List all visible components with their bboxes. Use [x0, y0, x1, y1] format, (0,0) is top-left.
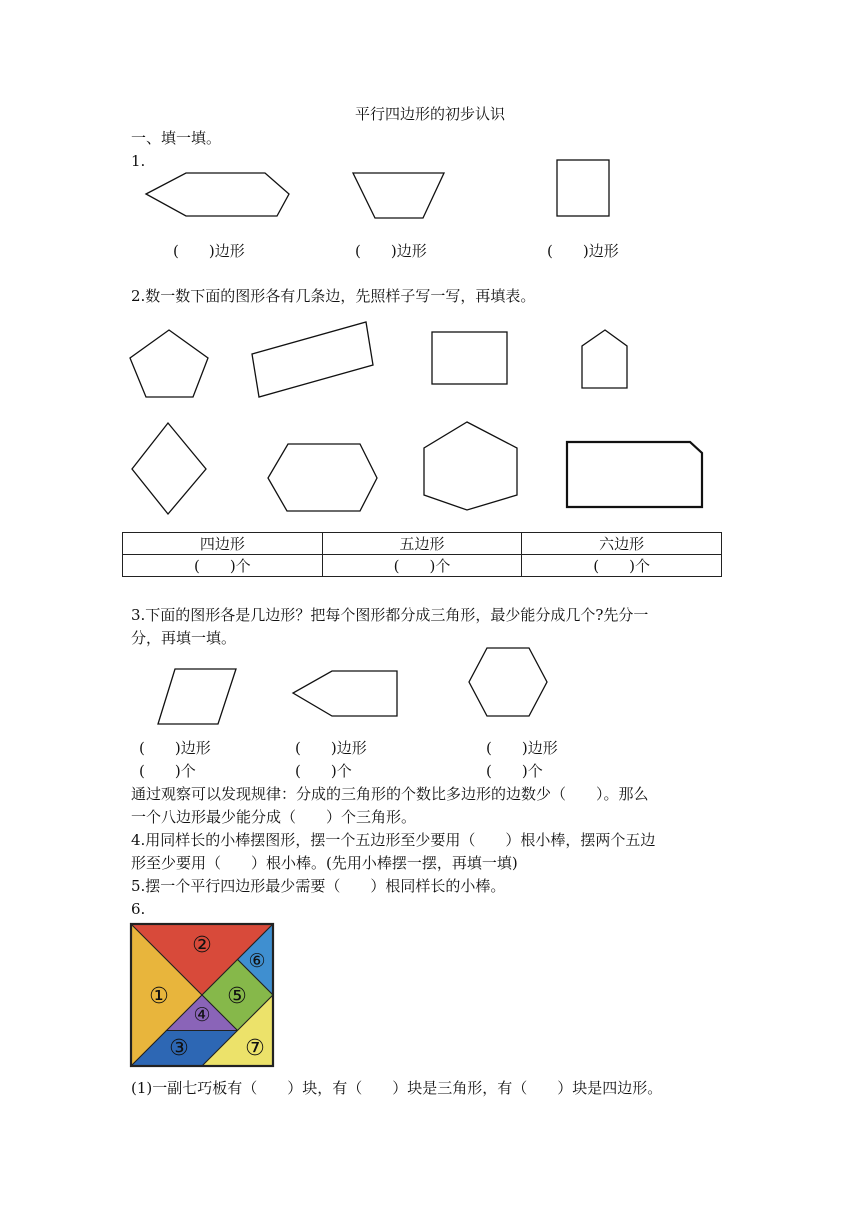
tangram-label-3: ③ [169, 1036, 189, 1061]
house-pentagon-shape [582, 330, 627, 388]
table-header-hexagon: 六边形 [522, 533, 722, 555]
tangram-figure [131, 924, 273, 1066]
rectangle-shape [432, 332, 507, 384]
q6-sub1: (1)一副七巧板有（ ）块，有（ ）块是三角形，有（ ）块是四边形。 [131, 1079, 663, 1097]
tall-hexagon-shape [424, 422, 517, 510]
tangram-label-5: ⑤ [227, 984, 247, 1009]
table-cell-pentagon-count[interactable]: ( )个 [322, 555, 522, 577]
q1-blank-1[interactable]: ( )边形 [173, 242, 245, 260]
flat-hexagon-shape [268, 444, 377, 511]
tangram-label-2: ② [192, 933, 212, 958]
q3-rule-line2: 一个八边形最少能分成（ ）个三角形。 [131, 808, 417, 826]
q1-number: 1. [131, 152, 146, 170]
q3-prompt-line2: 分，再填一填。 [131, 629, 237, 647]
tilted-rectangle-shape [252, 322, 373, 397]
table-header-pentagon: 五边形 [322, 533, 522, 555]
q3-rule-line1: 通过观察可以发现规律：分成的三角形的个数比多边形的边数少（ ）。那么 [131, 785, 649, 803]
square-shape [557, 160, 609, 216]
q1-blank-2[interactable]: ( )边形 [355, 242, 427, 260]
hexagon-shape [146, 173, 289, 216]
trapezoid-shape [353, 173, 444, 218]
pentagon-shape [130, 330, 208, 397]
q4-line1: 4.用同样长的小棒摆图形，摆一个五边形至少要用（ ）根小棒，摆两个五边 [131, 831, 656, 849]
table-cell-quadrilateral-count[interactable]: ( )个 [123, 555, 323, 577]
q2-shapes [0, 310, 860, 530]
page-title: 平行四边形的初步认识 [354, 105, 505, 123]
q4-line2: 形至少要用（ ）根小棒。(先用小棒摆一摆，再填一填) [131, 854, 518, 872]
q3-count-blank-1[interactable]: ( )个 [139, 762, 196, 780]
table-cell-hexagon-count[interactable]: ( )个 [522, 555, 722, 577]
q3-shape-blank-2[interactable]: ( )边形 [295, 739, 367, 757]
section-heading: 一、填一填。 [131, 129, 222, 147]
q2-prompt: 2.数一数下面的图形各有几条边，先照样子写一写，再填表。 [131, 287, 536, 305]
q1-blank-3[interactable]: ( )边形 [547, 242, 619, 260]
q3-count-blank-3[interactable]: ( )个 [486, 762, 543, 780]
q5-text: 5.摆一个平行四边形最少需要（ ）根同样长的小棒。 [131, 877, 506, 895]
q6-number: 6. [131, 900, 146, 918]
q1-shapes [0, 150, 860, 230]
q3-shape-blank-3[interactable]: ( )边形 [486, 739, 558, 757]
tangram-label-6: ⑥ [248, 950, 266, 972]
tangram-label-4: ④ [193, 1004, 211, 1026]
table-header-quadrilateral: 四边形 [123, 533, 323, 555]
q3-count-blank-2[interactable]: ( )个 [295, 762, 352, 780]
regular-hexagon-shape [469, 648, 547, 716]
arrow-pentagon-shape [293, 671, 397, 716]
parallelogram-shape [158, 669, 236, 724]
cut-rectangle-shape [567, 442, 702, 507]
q3-shapes [0, 645, 860, 735]
tangram-label-7: ⑦ [245, 1036, 265, 1061]
q2-table [122, 532, 722, 577]
q3-shape-blank-1[interactable]: ( )边形 [139, 739, 211, 757]
tangram-label-1: ① [149, 984, 169, 1009]
q3-prompt-line1: 3.下面的图形各是几边形？把每个图形都分成三角形，最少能分成几个?先分一 [131, 606, 649, 624]
rhombus-shape [132, 423, 206, 514]
